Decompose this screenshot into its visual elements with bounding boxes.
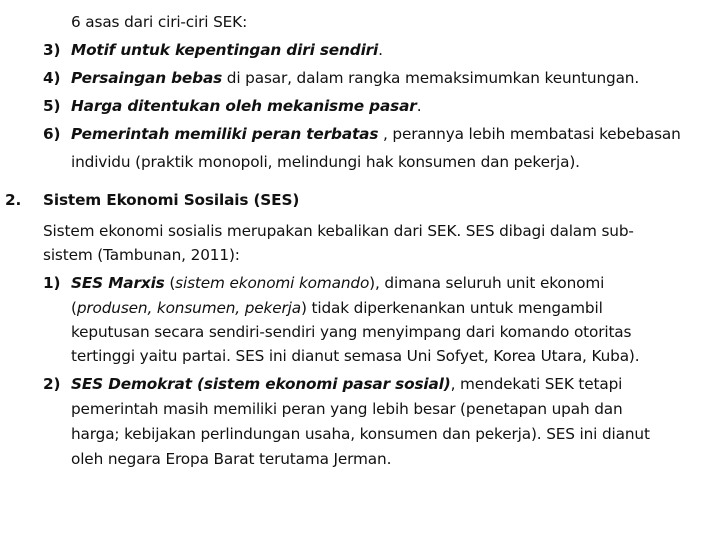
item-number: 3) [43, 41, 61, 59]
item-heading: Persaingan bebas [71, 69, 223, 87]
item-number: 6) [43, 125, 61, 143]
item-text: di pasar, dalam rangka memaksimumkan keuntungan. [222, 69, 640, 87]
ses-item-1-line-4: tertinggi yaitu partai. SES ini dianut semasa Uni Sofyet, Korea Utara, Kuba). [71, 347, 640, 365]
sek-intro: 6 asas dari ciri-ciri SEK: [71, 13, 248, 31]
item-emphasis: sistem ekonomi komando [175, 274, 370, 292]
section-intro-line-2: sistem (Tambunan, 2011): [43, 246, 240, 264]
item-heading: Motif untuk kepentingan diri sendiri [71, 41, 379, 59]
item-text: , mendekati SEK tetapi [450, 375, 623, 393]
item-text: ( [71, 299, 77, 317]
sek-item-6-continuation: individu (praktik monopoli, melindungi hak konsumen dan pekerja). [71, 153, 580, 171]
item-heading: Harga ditentukan oleh mekanisme pasar [71, 97, 417, 115]
ses-item-2-line-3: harga; kebijakan perlindungan usaha, konsumen dan pekerja). SES ini dianut [71, 425, 650, 443]
section-number: 2. [5, 191, 22, 209]
item-text: . [378, 41, 383, 59]
item-emphasis: produsen, konsumen, pekerja [76, 299, 301, 317]
item-text: ( [164, 274, 176, 292]
item-number: 1) [43, 274, 61, 292]
section-intro-line-1: Sistem ekonomi sosialis merupakan kebalikan dari SEK. SES dibagi dalam sub- [43, 222, 634, 240]
ses-item-1-line-3: keputusan secara sendiri-sendiri yang menyimpang dari komando otoritas [71, 323, 632, 341]
item-heading: SES Demokrat (sistem ekonomi pasar sosial) [71, 375, 451, 393]
section-title: Sistem Ekonomi Sosilais (SES) [43, 191, 300, 209]
item-text: ), dimana seluruh unit ekonomi [369, 274, 605, 292]
item-number: 4) [43, 69, 61, 87]
item-heading: SES Marxis [71, 274, 165, 292]
item-heading: Pemerintah memiliki peran terbatas [71, 125, 379, 143]
item-number: 2) [43, 375, 61, 393]
item-text: ) tidak diperkenankan untuk mengambil [300, 299, 603, 317]
item-number: 5) [43, 97, 61, 115]
ses-item-1-line-2 [71, 298, 603, 318]
item-text: , perannya lebih membatasi kebebasan [378, 125, 681, 143]
item-text: . [416, 97, 422, 115]
ses-item-2-line-2: pemerintah masih memiliki peran yang lebih besar (penetapan upah dan [71, 400, 623, 418]
ses-item-2-line-4: oleh negara Eropa Barat terutama Jerman. [71, 450, 392, 468]
